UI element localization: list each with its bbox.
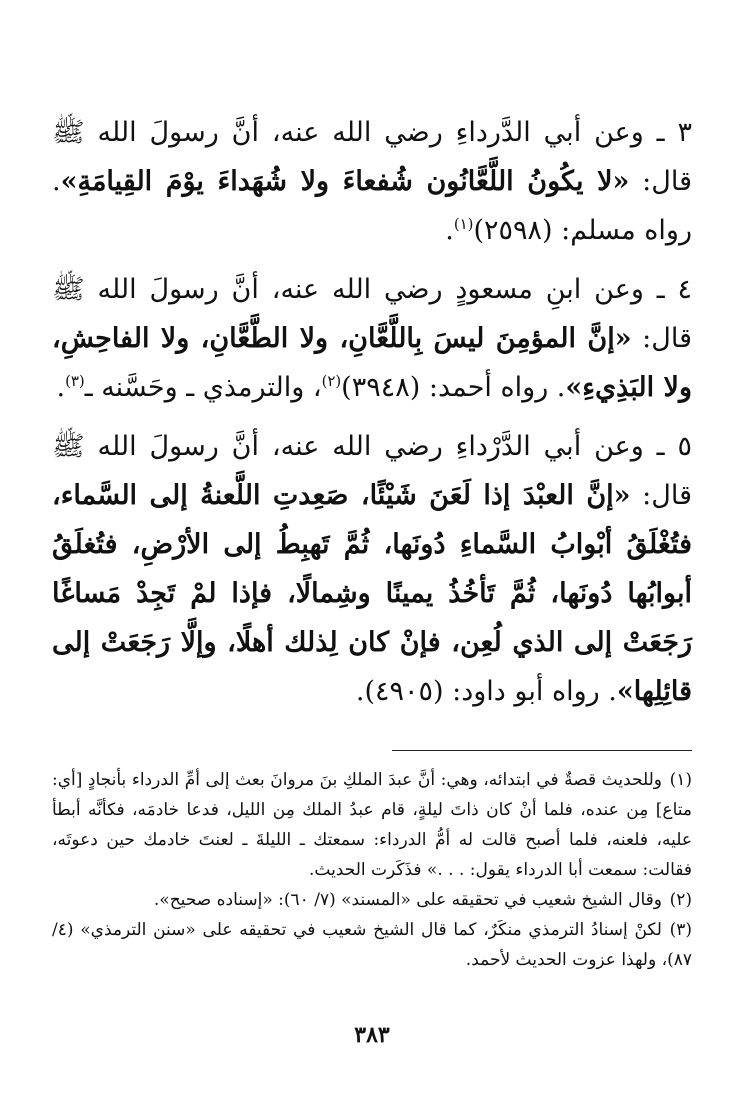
hadith-tail: . <box>445 215 454 246</box>
hadith-source: . رواه مسلم: (٢٥٩٨) <box>52 166 692 246</box>
footnote-1 <box>52 765 692 885</box>
footnote-2 <box>52 885 692 915</box>
hadith-3 <box>52 108 692 255</box>
hadith-source: . رواه أبو داود: (٤٩٠٥). <box>355 676 617 707</box>
footnote-ref[interactable]: (٢) <box>321 372 342 390</box>
footnote-ref[interactable]: (١) <box>453 215 474 233</box>
footnote-number: (٣) <box>669 920 692 940</box>
hadith-quote: «لا يكُونُ اللَّعَّانُون شُفعاءَ ولا شُهَداءَ يوْمَ القِيامَةِ» <box>60 166 630 197</box>
footnote-number: (١) <box>669 770 692 790</box>
page-number: ٣٨٣ <box>354 1022 390 1048</box>
hadith-4 <box>52 265 692 412</box>
hadith-quote: «إنَّ العبْدَ إذا لَعَنَ شَيْئًا، صَعِدتِ اللَّعنةُ إلى السَّماء، فتُغْلَقُ أبْوابُ السَّماءِ دُونَها، ثُمَّ تَهبِطُ إلى الأرْضِ، فتُغلَقُ أبوابُها دُونَها، ثُمَّ تَأخُذُ يمينًا وشِمالًا، فإذا لمْ تَجِدْ مَساغًا رَجَعَتْ إلى الذي لُعِن، فإنْ كان لِذلك أهلًا، وإلَّا رَجَعَتْ إلى قائِلِها» <box>52 480 692 707</box>
hadith-intro: ٣ ـ وعن أبي الدَّرداءِ رضي الله عنه، أنَّ رسولَ الله ﷺ قال: <box>52 117 692 197</box>
footnote-text: وللحديث قصةٌ في ابتدائه، وهي: أنَّ عبدَ الملكِ بنَ مروانَ بعث إلى أمِّ الدرداء بأنجادٍ [أي: متاع] مِن عنده، فلما أنْ كان ذاتَ ليلةٍ، قام عبدُ الملك مِن الليل، فدعا خادمَه، فكأنَّه أبطأ عليه، فلعنه، فلما أصبح قالت له أمُّ الدرداء: سمعتك ـ الليلةَ ـ لعنتَ خادمك حين دعوتَه، فقالت: سمعت أبا الدرداء يقول: . . .» فذَكَرت الحديث. <box>52 770 692 880</box>
hadith-source: . رواه أحمد: (٣٩٤٨) <box>341 372 566 403</box>
footnote-divider <box>392 750 692 751</box>
hadith-tail: ، والترمذي ـ وحَسَّنه ـ <box>84 372 322 403</box>
footnote-text: وقال الشيخ شعيب في تحقيقه على «المسند» (٧/ ٦٠): «إسناده صحيح». <box>153 890 662 910</box>
hadith-quote: «إنَّ المؤمِنَ ليسَ بِاللَّعَّانِ، ولا الطَّعَّانِ، ولا الفاحِشِ، ولا البَذِيءِ» <box>52 323 692 403</box>
footnote-text: لكنْ إسنادُ الترمذي منكَرٌ، كما قال الشيخ شعيب في تحقيقه على «سنن الترمذي» (٤/ ٨٧)، ولهذا عزوت الحديث لأحمد. <box>52 920 692 970</box>
hadith-5 <box>52 422 692 716</box>
footnote-number: (٢) <box>669 890 692 910</box>
hadith-intro: ٥ ـ وعن أبي الدَّرْداءِ رضي الله عنه، أنَّ رسولَ الله ﷺ قال: <box>52 431 692 511</box>
hadith-tail: . <box>56 372 66 403</box>
footnote-ref[interactable]: (٣) <box>65 372 85 390</box>
hadith-intro: ٤ ـ وعن ابنِ مسعودٍ رضي الله عنه، أنَّ رسولَ الله ﷺ قال: <box>52 274 692 354</box>
footnote-3 <box>52 915 692 975</box>
